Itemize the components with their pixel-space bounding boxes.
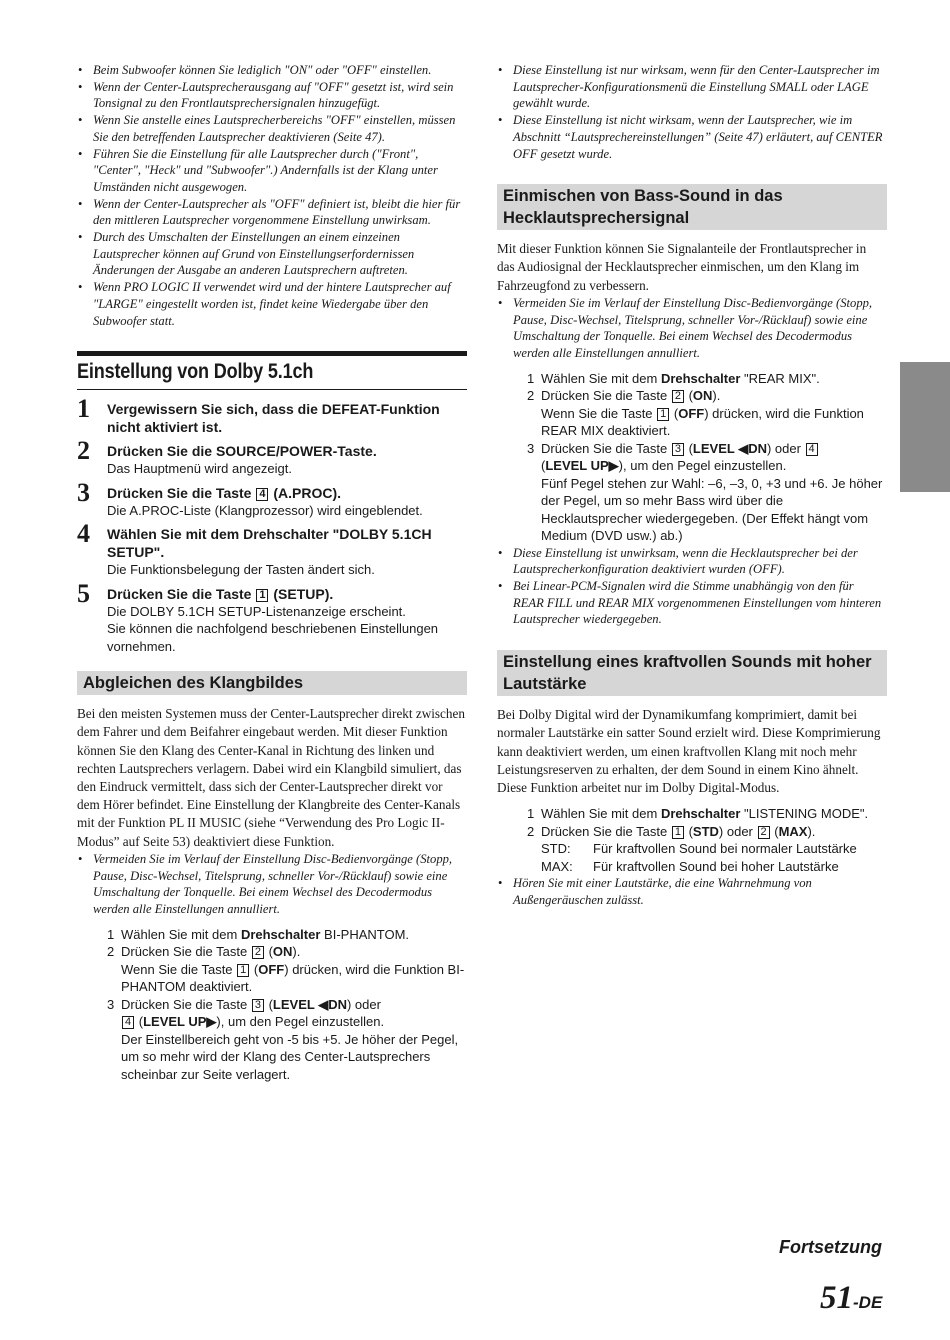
page-number: 51-DE (820, 1280, 883, 1316)
note-item: • Beim Subwoofer können Sie lediglich "ON" oder "OFF" einstellen. (77, 62, 467, 79)
key-icon: 1 (237, 964, 249, 977)
step-desc: Die Funktionsbelegung der Tasten ändert sich. (107, 562, 375, 578)
section-heading (77, 351, 467, 390)
step-title: Wählen Sie mit dem Drehschalter "DOLBY 5.1CH SETUP". (107, 526, 432, 561)
step-title: Drücken Sie die Taste 1 (SETUP). (107, 585, 334, 602)
notes-list (497, 295, 887, 362)
body-paragraph: Mit dieser Funktion können Sie Signalanteile der Frontlautsprecher in das Audiosignal der Hecklautsprecher einmischen, um den Klang im Fahrzeugfond zu verbessern. (497, 241, 867, 293)
substep: 2 Drücken Sie die Taste 2 (ON). Wenn Sie die Taste 1 (OFF) drücken, wird die Funktion BI-PHANTOM deaktiviert. (107, 944, 465, 995)
key-icon: 3 (252, 999, 264, 1012)
note-item: • Durch des Umschalten der Einstellungen an einem einzeinen Lautsprecher können auf Grund von Einstellungserfordernissen Änderungen der Ausgabe an anderen Lautsprechern auftreten. (77, 229, 467, 279)
step-1 (77, 394, 467, 436)
note-item: • Wenn Sie anstelle eines Lautsprecherbereichs "OFF" einstellen, müssen Sie den betreffenden Lautsprecher deaktivieren (Seite 47). (77, 112, 467, 145)
steps-list (77, 394, 467, 655)
step-title: Drücken Sie die SOURCE/POWER-Taste. (107, 443, 377, 460)
key-icon: 1 (657, 408, 669, 421)
notes-list (497, 545, 887, 629)
side-tab-marker (900, 362, 950, 492)
step-title: Drücken Sie die Taste 4 (A.PROC). (107, 484, 342, 501)
step-desc: Das Hauptmenü wird angezeigt. (107, 461, 292, 477)
key-icon: 2 (252, 946, 264, 959)
notes-list-top-left (77, 62, 467, 329)
mode-row: MAX: Für kraftvollen Sound bei hoher Lautstärke (541, 858, 839, 874)
step-number: 1 (77, 394, 90, 424)
subsection-title: Einmischen von Bass-Sound in das Hecklautsprechersignal (497, 184, 887, 230)
step-2 (77, 436, 467, 478)
right-column (497, 62, 887, 909)
key-icon: 2 (758, 826, 770, 839)
step-desc: Die A.PROC-Liste (Klangprozessor) wird eingeblendet. (107, 502, 423, 518)
note-item: • Vermeiden Sie im Verlauf der Einstellung Disc-Bedienvorgänge (Stopp, Pause, Disc-Wechsel, Titelsprung, schneller Vor-/Rücklauf) sowie eine Umschaltung der Tonquelle. Bei einem Wechsel des Decodermodus werden alle Einstellungen annulliert. (77, 851, 467, 918)
step-desc: Sie können die nachfolgend beschriebenen Einstellungen vornehmen. (107, 621, 439, 654)
left-column (77, 62, 467, 1083)
step-number: 2 (77, 436, 90, 466)
step-4 (77, 519, 467, 579)
note-item: • Diese Einstellung ist nicht wirksam, wenn der Lautsprecher, wie im Abschnitt “Lautsprechereinstellungen” (Seite 47) erläutert, auf CENTER OFF gesetzt wurde. (497, 112, 887, 162)
key-icon: 2 (672, 390, 684, 403)
notes-list-top-right (497, 62, 887, 162)
subsection-title: Einstellung eines kraftvollen Sounds mit hoher Lautstärke (497, 650, 887, 696)
note-item: • Wenn PRO LOGIC II verwendet wird und der hintere Lautsprecher auf "LARGE" eingestellt worden ist, findet keine Wiedergabe über den Subwoofer statt. (77, 279, 467, 329)
key-icon: 4 (806, 443, 818, 456)
substeps-list (497, 805, 887, 875)
step-number: 3 (77, 477, 90, 507)
note-item: • Diese Einstellung ist unwirksam, wenn die Hecklautsprecher bei der Lautsprecherkonfiguration deaktiviert wurden (OFF). (497, 545, 887, 578)
subsection-title: Abgleichen des Klangbildes (77, 671, 467, 695)
step-desc: Die DOLBY 5.1CH SETUP-Listenanzeige erscheint. (107, 603, 406, 619)
step-number: 4 (77, 519, 90, 549)
note-item: • Hören Sie mit einer Lautstärke, die eine Wahrnehmung von Außengeräuschen zulässt. (497, 875, 887, 908)
note-item: • Wenn der Center-Lautsprecher als "OFF" definiert ist, bleibt die hier für den mittleren Lautsprecher vorgenommene Einstellung unwirksam. (77, 196, 467, 229)
key-icon: 4 (122, 1016, 134, 1029)
key-icon: 3 (672, 443, 684, 456)
substep: 3 Drücken Sie die Taste 3 (LEVEL ◀DN) oder 4 (LEVEL UP▶), um den Pegel einzustellen. Fünf Pegel stehen zur Wahl: –6, –3, 0, +3 und +6. Je höher der Pegel, um so mehr Bass wird über die Hecklautsprecher wiedergegeben. (Der Effekt hängt vom Medium (DVD usw.) ab.) (527, 440, 883, 544)
body-paragraph: Diese Funktion arbeitet nur im Dolby Digital-Modus. (497, 779, 780, 795)
key-icon: 4 (256, 488, 268, 501)
mode-row: STD: Für kraftvollen Sound bei normaler Lautstärke (541, 841, 857, 857)
notes-list (77, 851, 467, 918)
note-item: • Bei Linear-PCM-Signalen wird die Stimme unabhängig von den für REAR FILL und REAR MIX vorgenommenen Einstellungen vom hinteren Lautsprecher wiedergegeben. (497, 578, 887, 628)
step-5 (77, 578, 467, 656)
substep: 1 Wählen Sie mit dem Drehschalter "REAR MIX". (527, 370, 820, 386)
note-item: • Diese Einstellung ist nur wirksam, wenn für den Center-Lautsprecher im Lautsprecher-Konfigurationsmenü die Einstellung SMALL oder LAGE gewählt wurde. (497, 62, 887, 112)
section-title: Einstellung von Dolby 5.1ch (77, 360, 314, 384)
substep: 2 Drücken Sie die Taste 1 (STD) oder 2 (MAX). STD: Für kraftvollen Sound bei normaler Lautstärke MAX: Für kraftvollen Sound bei hoher Lautstärke (527, 823, 887, 876)
notes-list (497, 875, 887, 908)
body-paragraph: Bei den meisten Systemen muss der Center-Lautsprecher direkt zwischen dem Fahrer und dem Beifahrer eingebaut werden. Mit dieser Funktion können Sie den Klang des Center-Kanal in Richtung des linken und rechten Lautsprechers verlagern. Dabei wird ein Klangbild simuliert, das den Eindruck vermittelt, dass sich der Center-Lautsprecher direkt vor dem Hörer befindet. Eine Einstellung der Klangbreite des Center-Kanals mit der Funktion PL II MUSIC (siehe “Verwendung des Pro Logic II-Modus” auf Seite 53) deaktiviert diese Funktion. (77, 706, 465, 849)
step-3 (77, 477, 467, 520)
substep: 1 Wählen Sie mit dem Drehschalter "LISTENING MODE". (527, 806, 869, 822)
substep: 1 Wählen Sie mit dem Drehschalter BI-PHANTOM. (107, 926, 410, 942)
substeps-list (497, 370, 887, 545)
continued-label: Fortsetzung (779, 1237, 882, 1257)
step-number: 5 (77, 578, 90, 608)
substep: 3 Drücken Sie die Taste 3 (LEVEL ◀DN) oder 4 (LEVEL UP▶), um den Pegel einzustellen. Der Einstellbereich geht von -5 bis +5. Je höher der Pegel, um so mehr wird der Klang des Center-Lautsprechers scheinbar zur Seite verlagert. (107, 996, 459, 1082)
step-title: Vergewissern Sie sich, dass die DEFEAT-Funktion nicht aktiviert ist. (107, 401, 440, 436)
substeps-list (77, 926, 467, 1084)
body-paragraph: Bei Dolby Digital wird der Dynamikumfang komprimiert, damit bei normaler Lautstärke ein satter Sound erzielt wird. Diese Komprimierung kann deaktiviert werden, um einen kraftvollen Klang mit noch mehr Leistungsreserven zu erhalten, der dem Sound in einem Kino ähnelt. (497, 707, 881, 777)
note-item: • Führen Sie die Einstellung für alle Lautsprecher durch ("Front", "Center", "Heck" und "Subwoofer".) Andernfalls ist der Klang unter Umständen nicht ausgewogen. (77, 146, 467, 196)
key-icon: 1 (256, 589, 268, 602)
key-icon: 1 (672, 826, 684, 839)
note-item: • Vermeiden Sie im Verlauf der Einstellung Disc-Bedienvorgänge (Stopp, Pause, Disc-Wechsel, Titelsprung, schneller Vor-/Rücklauf) sowie eine Umschaltung der Tonquelle. Bei einem Wechsel des Decodermodus werden alle Einstellungen annulliert. (497, 295, 887, 362)
substep: 2 Drücken Sie die Taste 2 (ON). Wenn Sie die Taste 1 (OFF) drücken, wird die Funktion REAR MIX deaktiviert. (527, 388, 864, 439)
note-item: • Wenn der Center-Lautsprecherausgang auf "OFF" gesetzt ist, wird sein Tonsignal zu den Frontlautsprechersignalen hinzugefügt. (77, 79, 467, 112)
